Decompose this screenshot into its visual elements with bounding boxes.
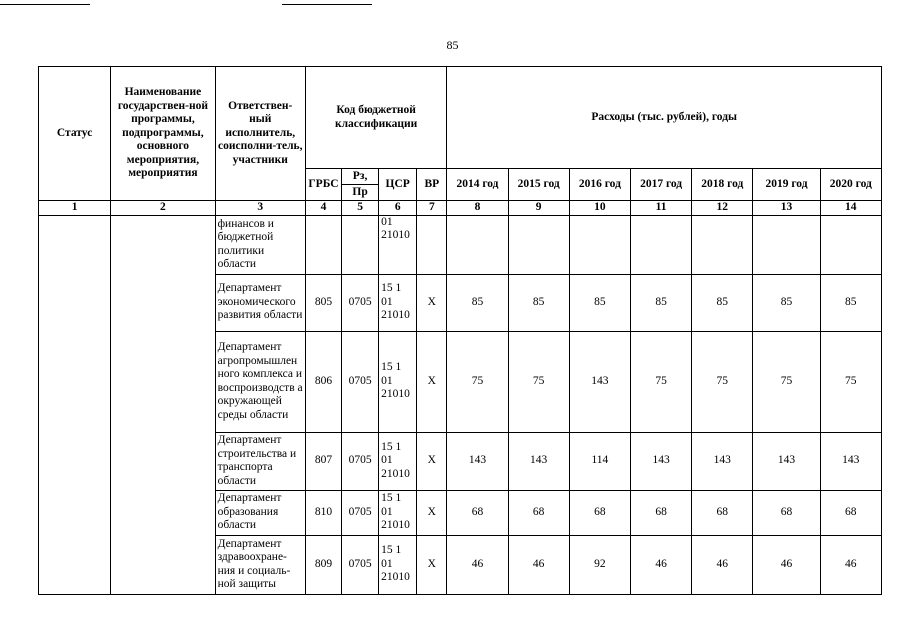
header-year-2016: 2016 год: [569, 169, 630, 201]
page-number: 85: [446, 38, 459, 52]
column-number: 3: [215, 201, 305, 216]
column-number: 5: [342, 201, 379, 216]
value-cell: 46: [820, 535, 881, 594]
value-cell: [569, 215, 630, 274]
header-budget-code: Код бюджетной классификации: [305, 67, 446, 169]
value-cell: 75: [753, 331, 820, 432]
value-cell: 46: [508, 535, 569, 594]
value-cell: [630, 215, 691, 274]
value-cell: 92: [569, 535, 630, 594]
csr-cell: 15 1 01 21010: [379, 331, 417, 432]
value-cell: 46: [692, 535, 753, 594]
value-cell: 75: [630, 331, 691, 432]
column-number: 7: [417, 201, 447, 216]
grbs-cell: 806: [305, 331, 341, 432]
value-cell: 143: [569, 331, 630, 432]
vr-cell: Х: [417, 331, 447, 432]
program-name-cell: [111, 215, 215, 594]
value-cell: [820, 215, 881, 274]
value-cell: 68: [820, 490, 881, 535]
grbs-cell: 810: [305, 490, 341, 535]
column-number: 12: [692, 201, 753, 216]
column-number: 10: [569, 201, 630, 216]
csr-cell: 15 1 01 21010: [379, 432, 417, 490]
status-cell: [39, 215, 111, 594]
value-cell: 143: [753, 432, 820, 490]
grbs-cell: 809: [305, 535, 341, 594]
value-cell: 68: [569, 490, 630, 535]
value-cell: 85: [447, 274, 508, 331]
header-year-2018: 2018 год: [692, 169, 753, 201]
vr-cell: Х: [417, 490, 447, 535]
header-vr: ВР: [417, 169, 447, 201]
value-cell: 68: [508, 490, 569, 535]
executor-cell: финансов и бюджетной политики области: [215, 215, 305, 274]
value-cell: 85: [753, 274, 820, 331]
grbs-cell: 805: [305, 274, 341, 331]
csr-cell: 15 1 01 21010: [379, 490, 417, 535]
vr-cell: Х: [417, 535, 447, 594]
value-cell: 46: [447, 535, 508, 594]
value-cell: 85: [692, 274, 753, 331]
csr-cell: 15 1 01 21010: [379, 535, 417, 594]
value-cell: 68: [692, 490, 753, 535]
rzpr-cell: 0705: [342, 535, 379, 594]
executor-cell: Департамент строительства и транспорта области: [215, 432, 305, 490]
column-number: 6: [379, 201, 417, 216]
value-cell: [447, 215, 508, 274]
header-year-2014: 2014 год: [447, 169, 508, 201]
value-cell: 143: [820, 432, 881, 490]
grbs-cell: 807: [305, 432, 341, 490]
value-cell: 75: [508, 331, 569, 432]
value-cell: 68: [753, 490, 820, 535]
header-year-2019: 2019 год: [753, 169, 820, 201]
value-cell: 75: [820, 331, 881, 432]
value-cell: 143: [630, 432, 691, 490]
budget-table: [38, 66, 882, 595]
value-cell: 143: [508, 432, 569, 490]
header-executor: Ответствен-ный исполнитель, соисполни-тель, участники: [215, 67, 305, 201]
rzpr-cell: 0705: [342, 432, 379, 490]
value-cell: 46: [753, 535, 820, 594]
header-status: Статус: [39, 67, 111, 201]
rzpr-cell: 0705: [342, 331, 379, 432]
value-cell: 114: [569, 432, 630, 490]
header-csr: ЦСР: [379, 169, 417, 201]
value-cell: 85: [508, 274, 569, 331]
value-cell: [753, 215, 820, 274]
header-year-2015: 2015 год: [508, 169, 569, 201]
top-rule-left: [0, 4, 90, 5]
column-number: 4: [305, 201, 341, 216]
table-row: [39, 215, 882, 274]
column-number: 2: [111, 201, 215, 216]
grbs-cell: [305, 215, 341, 274]
value-cell: 85: [630, 274, 691, 331]
column-number: 14: [820, 201, 881, 216]
rzpr-cell: [342, 215, 379, 274]
executor-cell: Департамент образования области: [215, 490, 305, 535]
column-number: 13: [753, 201, 820, 216]
csr-cell: 15 1 01 21010: [379, 274, 417, 331]
column-number: 9: [508, 201, 569, 216]
header-rz: Рз,: [342, 169, 379, 185]
executor-cell: Департамент агропромышлен ного комплекса и воспроизводств а окружающей среды области: [215, 331, 305, 432]
value-cell: 143: [447, 432, 508, 490]
vr-cell: Х: [417, 274, 447, 331]
column-number: 1: [39, 201, 111, 216]
value-cell: 46: [630, 535, 691, 594]
executor-cell: Департамент здравоохране-ния и социаль-ной защиты: [215, 535, 305, 594]
header-year-2017: 2017 год: [630, 169, 691, 201]
value-cell: 85: [569, 274, 630, 331]
value-cell: 85: [820, 274, 881, 331]
header-grbs: ГРБС: [305, 169, 341, 201]
header-year-2020: 2020 год: [820, 169, 881, 201]
value-cell: 75: [692, 331, 753, 432]
rzpr-cell: 0705: [342, 274, 379, 331]
value-cell: [692, 215, 753, 274]
top-rule-right: [282, 4, 372, 5]
executor-cell: Департамент экономического развития области: [215, 274, 305, 331]
value-cell: [508, 215, 569, 274]
value-cell: 68: [447, 490, 508, 535]
header-expenses: Расходы (тыс. рублей), годы: [447, 67, 882, 169]
csr-cell: 01 21010: [379, 215, 417, 274]
value-cell: 75: [447, 331, 508, 432]
vr-cell: [417, 215, 447, 274]
vr-cell: Х: [417, 432, 447, 490]
value-cell: 68: [630, 490, 691, 535]
column-number: 8: [447, 201, 508, 216]
rzpr-cell: 0705: [342, 490, 379, 535]
header-program-name: Наименование государствен-ной программы, подпрограммы, основного мероприятия, мероприятия: [111, 67, 215, 201]
value-cell: 143: [692, 432, 753, 490]
column-number-row: [39, 201, 882, 216]
column-number: 11: [630, 201, 691, 216]
header-pr: Пр: [342, 185, 379, 201]
